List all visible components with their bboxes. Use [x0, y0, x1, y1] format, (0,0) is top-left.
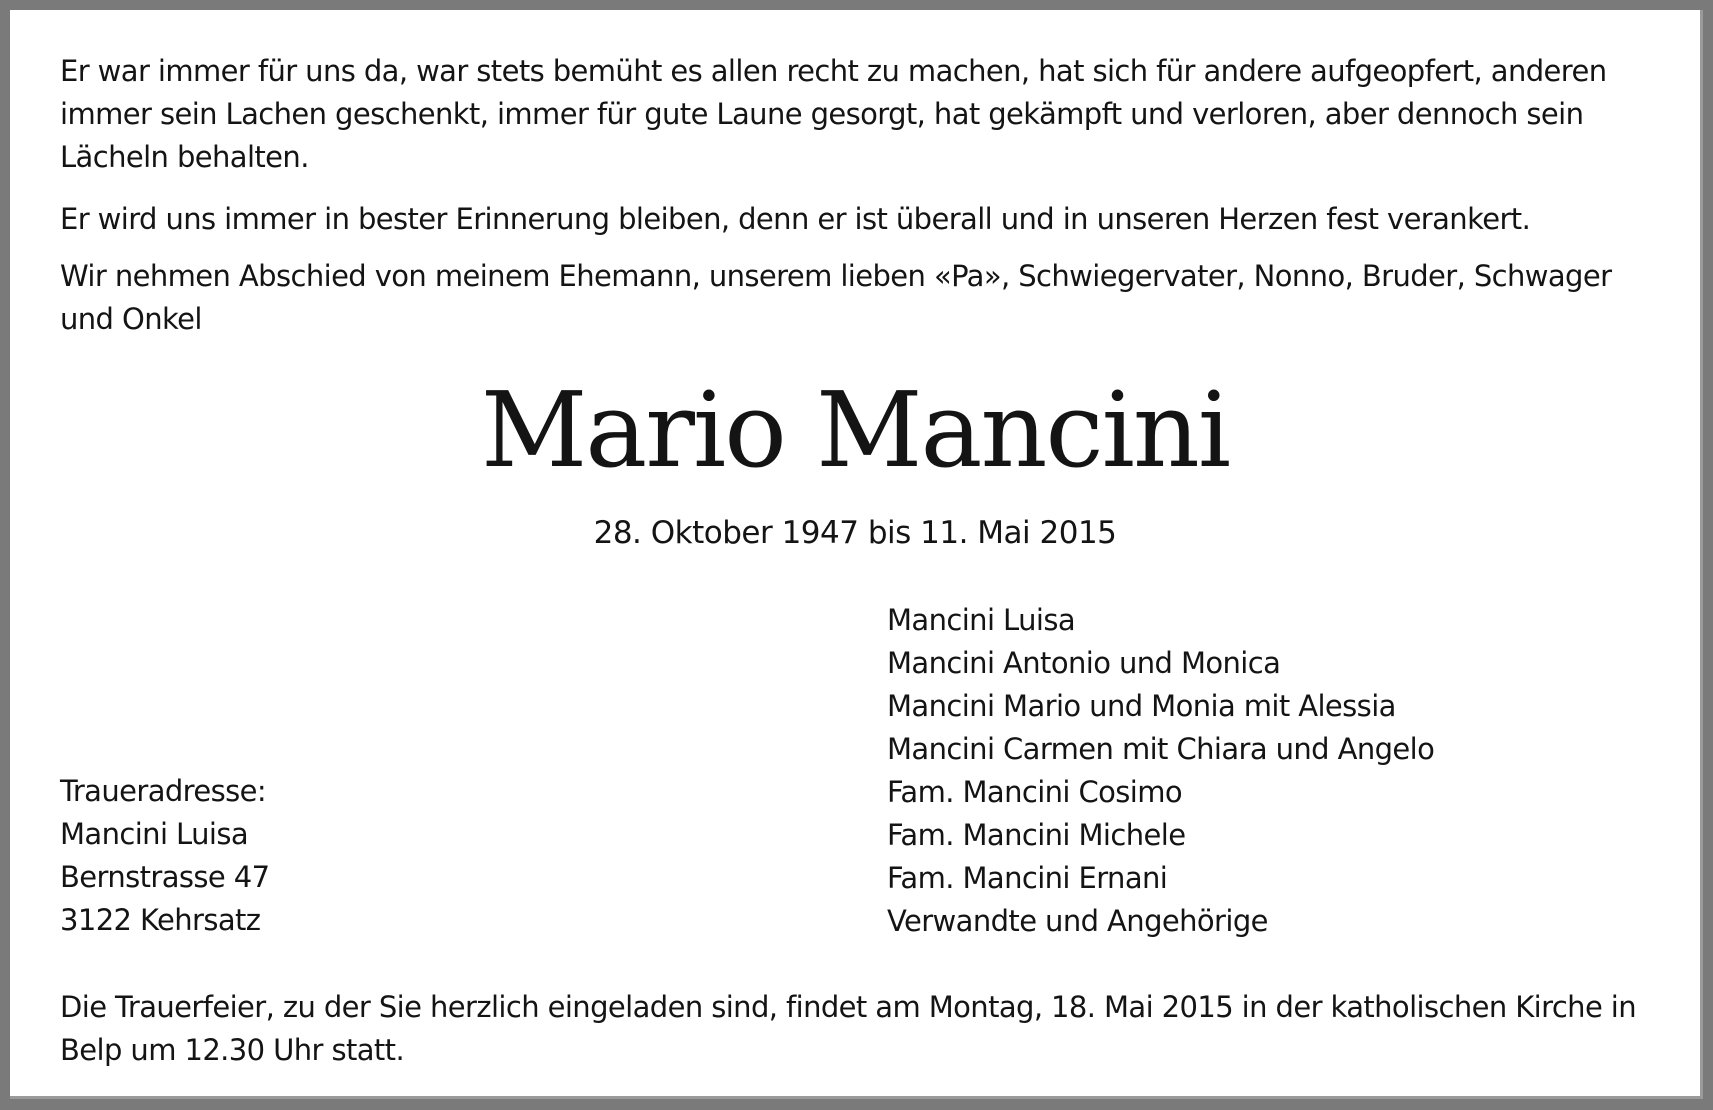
ceremony-paragraph: Die Trauerfeier, zu der Sie herzlich eingeladen sind, findet am Montag, 18. Mai 2015 in der katholischen Kirche in Belp um 12.30 Uhr statt. — [60, 990, 1637, 1067]
mourner-item: Mancini Antonio und Monica — [887, 646, 1281, 680]
intro-paragraph-3: Wir nehmen Abschied von meinem Ehemann, unserem lieben «Pa», Schwiegervater, Nonno, Bruder, Schwager und Onkel — [60, 259, 1612, 336]
obituary-notice — [10, 10, 1703, 1099]
mourning-address — [60, 770, 269, 942]
mourner-item: Mancini Mario und Monia mit Alessia — [887, 689, 1396, 723]
mourner-item: Verwandte und Angehörige — [887, 904, 1268, 938]
life-dates: 28. Oktober 1947 bis 11. Mai 2015 — [593, 515, 1117, 551]
mourner-item: Mancini Carmen mit Chiara und Angelo — [887, 732, 1435, 766]
mourner-item: Fam. Mancini Cosimo — [887, 775, 1183, 809]
deceased-name: Mario Mancini — [480, 369, 1230, 491]
address-city: 3122 Kehrsatz — [60, 903, 261, 937]
address-street: Bernstrasse 47 — [60, 860, 270, 894]
mourner-item: Fam. Mancini Ernani — [887, 861, 1168, 895]
mourners-list — [887, 599, 1434, 943]
address-label: Traueradresse: — [60, 774, 267, 808]
mourner-item: Fam. Mancini Michele — [887, 818, 1186, 852]
address-name: Mancini Luisa — [60, 817, 248, 851]
intro-paragraph-1: Er war immer für uns da, war stets bemüht es allen recht zu machen, hat sich für andere aufgeopfert, anderen immer sein Lachen geschenkt, immer für gute Laune gesorgt, hat gekämpft und verloren, aber dennoch sein Lächeln behalten. — [60, 54, 1607, 174]
mourner-item: Mancini Luisa — [887, 603, 1075, 637]
intro-paragraph-2: Er wird uns immer in bester Erinnerung bleiben, denn er ist überall und in unseren Herzen fest verankert. — [60, 202, 1531, 236]
